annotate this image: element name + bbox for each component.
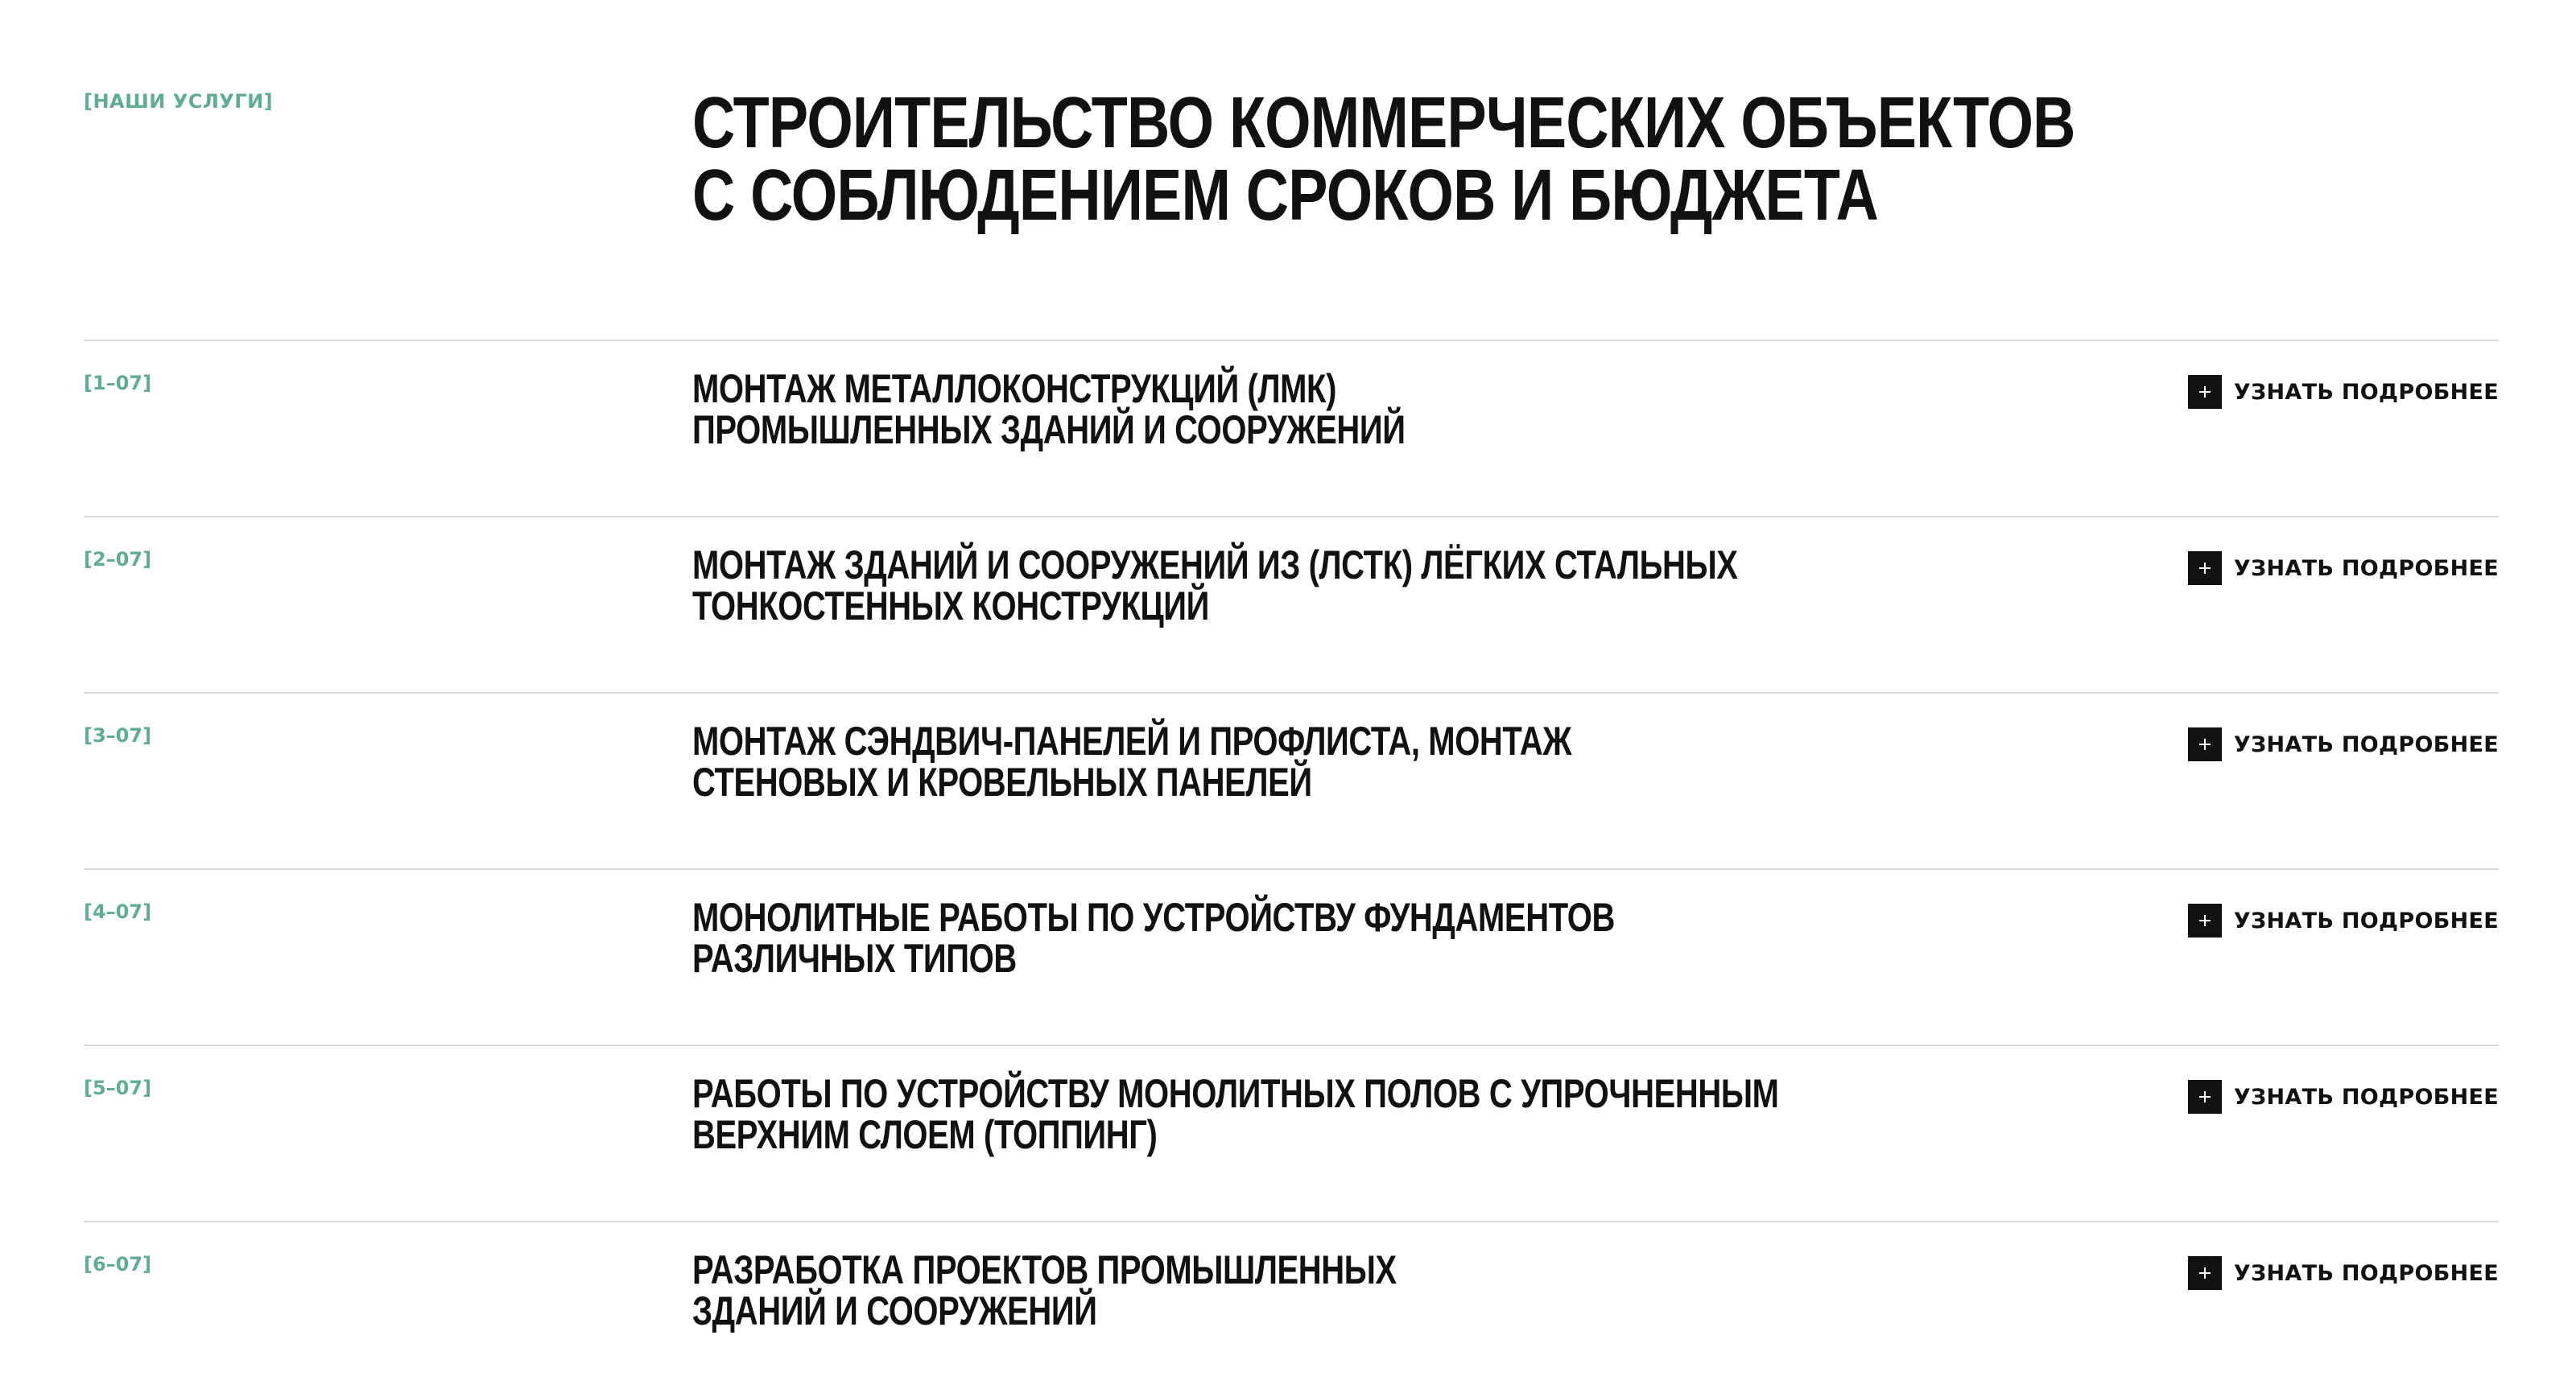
learn-more-button[interactable]: [2188, 904, 2499, 938]
plus-icon: [2188, 375, 2222, 409]
page-title-line-1: СТРОИТЕЛЬСТВО КОММЕРЧЕСКИХ ОБЪЕКТОВ: [692, 83, 2075, 163]
service-title: [692, 721, 1571, 803]
service-number: [3–07]: [84, 724, 152, 747]
service-row-1: [84, 340, 2499, 516]
service-row-2: [84, 516, 2499, 692]
service-number: [2–07]: [84, 548, 152, 571]
service-title-line-2: ВЕРХНИМ СЛОЕМ (ТОППИНГ): [692, 1112, 1158, 1157]
learn-more-button[interactable]: [2188, 551, 2499, 585]
service-title-line-1: МОНОЛИТНЫЕ РАБОТЫ ПО УСТРОЙСТВУ ФУНДАМЕНТОВ: [692, 895, 1615, 940]
learn-more-button[interactable]: [2188, 1256, 2499, 1290]
learn-more-label: УЗНАТЬ ПОДРОБНЕЕ: [2233, 379, 2499, 405]
service-title: [692, 1071, 1779, 1157]
service-title-line-2: ЗДАНИЙ И СООРУЖЕНИЙ: [692, 1288, 1097, 1333]
learn-more-label: УЗНАТЬ ПОДРОБНЕЕ: [2233, 908, 2499, 933]
learn-more-button[interactable]: [2188, 375, 2499, 409]
plus-icon: [2188, 551, 2222, 585]
plus-icon: [2188, 1080, 2222, 1114]
service-number: [1–07]: [84, 372, 152, 394]
page-title: [692, 83, 2075, 236]
service-title-line-2: ТОНКОСТЕННЫХ КОНСТРУКЦИЙ: [692, 583, 1210, 628]
service-title: [692, 897, 1615, 979]
learn-more-button[interactable]: [2188, 727, 2499, 761]
service-title-line-2: РАЗЛИЧНЫХ ТИПОВ: [692, 936, 1017, 981]
plus-icon: [2188, 1256, 2222, 1290]
service-row-5: [84, 1045, 2499, 1221]
learn-more-label: УЗНАТЬ ПОДРОБНЕЕ: [2233, 555, 2499, 581]
learn-more-label: УЗНАТЬ ПОДРОБНЕЕ: [2233, 1260, 2499, 1286]
learn-more-label: УЗНАТЬ ПОДРОБНЕЕ: [2233, 1084, 2499, 1110]
service-title-line-1: РАЗРАБОТКА ПРОЕКТОВ ПРОМЫШЛЕННЫХ: [692, 1247, 1397, 1292]
service-row-6: [84, 1221, 2499, 1397]
plus-icon: [2188, 727, 2222, 761]
service-title: [692, 542, 1738, 628]
plus-icon: [2188, 904, 2222, 938]
service-title: [692, 1247, 1397, 1333]
service-title-line-1: РАБОТЫ ПО УСТРОЙСТВУ МОНОЛИТНЫХ ПОЛОВ С УПРОЧНЕННЫМ: [692, 1071, 1779, 1116]
section-tag: [НАШИ УСЛУГИ]: [84, 90, 274, 113]
service-title-line-1: МОНТАЖ МЕТАЛЛОКОНСТРУКЦИЙ (ЛМК): [692, 366, 1336, 411]
service-title-line-2: ПРОМЫШЛЕННЫХ ЗДАНИЙ И СООРУЖЕНИЙ: [692, 407, 1406, 452]
service-title-line-1: МОНТАЖ ЗДАНИЙ И СООРУЖЕНИЙ ИЗ (ЛСТК) ЛЁГКИХ СТАЛЬНЫХ: [692, 542, 1738, 587]
learn-more-label: УЗНАТЬ ПОДРОБНЕЕ: [2233, 731, 2499, 757]
learn-more-button[interactable]: [2188, 1080, 2499, 1114]
service-title: [692, 366, 1406, 452]
service-title-line-2: СТЕНОВЫХ И КРОВЕЛЬНЫХ ПАНЕЛЕЙ: [692, 760, 1312, 805]
page-title-line-2: С СОБЛЮДЕНИЕМ СРОКОВ И БЮДЖЕТА: [692, 155, 1878, 236]
service-number: [6–07]: [84, 1253, 152, 1275]
service-number: [5–07]: [84, 1077, 152, 1099]
services-list: [84, 340, 2499, 1397]
service-number: [4–07]: [84, 900, 152, 923]
service-title-line-1: МОНТАЖ СЭНДВИЧ-ПАНЕЛЕЙ И ПРОФЛИСТА, МОНТАЖ: [692, 719, 1572, 764]
service-row-4: [84, 868, 2499, 1045]
service-row-3: [84, 692, 2499, 868]
